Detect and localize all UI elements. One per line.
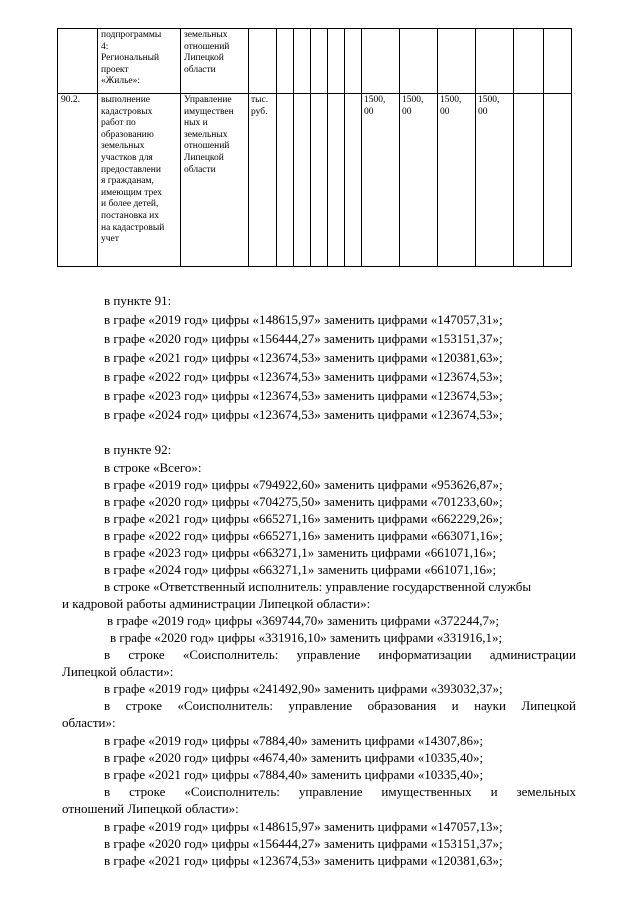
value-cell [362, 29, 400, 94]
value-cell [544, 29, 572, 94]
word: Липецкой [521, 698, 576, 713]
word: строке [128, 647, 165, 662]
cell-line: постановка их [101, 210, 159, 221]
amendment-line: в графе «2022 год» цифры «665271,16» заменить цифрами «663071,16»; [104, 528, 503, 543]
row-heading [104, 698, 576, 714]
value-cell [544, 94, 572, 267]
value-cell [345, 94, 362, 267]
amendment-line: в графе «2019 год» цифры «148615,97» заменить цифрами «147057,31»; [104, 312, 503, 327]
row-number-cell: 90.2. [58, 94, 98, 267]
row-heading-cont: и кадровой работы администрации Липецкой области»: [62, 596, 371, 611]
cell-line: предоставлени [101, 164, 161, 175]
amendment-line: в графе «2023 год» цифры «663271,1» заменить цифрами «661071,16»; [104, 545, 497, 560]
value-cell-2022 [400, 94, 438, 267]
cell-line: 1500, [364, 95, 386, 105]
word: земельных [516, 784, 576, 799]
value-cell [400, 29, 438, 94]
amendment-line: в графе «2020 год» цифры «331916,10» заменить цифрами «331916,1»; [110, 630, 503, 645]
amendment-line: в графе «2019 год» цифры «148615,97» заменить цифрами «147057,13»; [104, 819, 503, 834]
word: образования [367, 698, 437, 713]
amendment-line: в графе «2021 год» цифры «123674,53» заменить цифрами «120381,63»; [104, 350, 503, 365]
value-cell [277, 94, 294, 267]
cell-line: «Жилье»: [101, 76, 141, 87]
word: в [104, 698, 111, 713]
value-cell [328, 29, 345, 94]
measure-name-cell [98, 94, 181, 267]
cell-line: отношений [184, 141, 230, 152]
word: «Соисполнитель: [184, 784, 280, 799]
cell-line: 00 [440, 106, 450, 117]
paragraph-heading: в пункте 92: [104, 442, 172, 457]
value-cell [345, 29, 362, 94]
amendment-line: в графе «2020 год» цифры «156444,27» заменить цифрами «153151,37»; [104, 331, 503, 346]
cell-line: подпрограммы [101, 30, 162, 40]
row-heading-cont: отношений Липецкой области»: [62, 801, 239, 816]
word: строке [129, 784, 166, 799]
row-number-cell [58, 29, 98, 94]
row-heading: в строке «Ответственный исполнитель: управление государственной службы [104, 579, 532, 594]
value-cell [311, 29, 328, 94]
amendment-line: в графе «2019 год» цифры «7884,40» заменить цифрами «14307,86»; [104, 733, 484, 748]
word: управление [288, 698, 353, 713]
cell-line: и более детей, [101, 199, 159, 210]
cell-line: 1500, [402, 95, 424, 105]
row-heading-cont: Липецкой области»: [62, 664, 174, 679]
cell-line: Региональный [101, 53, 160, 64]
word: управление [298, 784, 363, 799]
amendment-line: в графе «2019 год» цифры «369744,70» заменить цифрами «372244,7»; [107, 613, 500, 628]
amendment-line: в графе «2019 год» цифры «794922,60» заменить цифрами «953626,87»; [104, 477, 503, 492]
cell-line: тыс. [251, 95, 269, 105]
cell-line: области [184, 164, 216, 175]
word: и [451, 698, 459, 713]
cell-line: участков для [101, 152, 153, 163]
cell-line: имуществен [184, 106, 234, 117]
executor-cell [181, 94, 249, 267]
table-row [58, 29, 572, 94]
word: «Соисполнитель: [177, 698, 274, 713]
value-cell [328, 94, 345, 267]
cell-line: выполнение [101, 95, 151, 105]
cell-line: земельных [184, 30, 228, 40]
word: в [104, 784, 111, 799]
value-cell [514, 29, 544, 94]
measure-name-cell [98, 29, 181, 94]
value-cell [294, 94, 311, 267]
cell-line: учет [101, 234, 119, 245]
cell-line: 4: [101, 41, 109, 52]
value-cell [294, 29, 311, 94]
amendment-line: в графе «2021 год» цифры «7884,40» заменить цифрами «10335,40»; [104, 767, 484, 782]
cell-line: 00 [478, 106, 488, 117]
value-cell [438, 29, 476, 94]
amendment-line: в графе «2020 год» цифры «704275,50» заменить цифрами «701233,60»; [104, 494, 503, 509]
row-heading [104, 647, 576, 663]
amendment-line: в графе «2020 год» цифры «156444,27» заменить цифрами «153151,37»; [104, 836, 503, 851]
cell-line: на кадастровый [101, 222, 165, 233]
cell-line: 1500, [478, 95, 500, 105]
cell-line: кадастровых [101, 106, 153, 117]
cell-line: проект [101, 64, 129, 75]
cell-line: 1500, [440, 95, 462, 105]
value-cell-2023 [438, 94, 476, 267]
word: имущественных [381, 784, 472, 799]
amendment-line: в графе «2021 год» цифры «665271,16» заменить цифрами «662229,26»; [104, 511, 503, 526]
table-row [58, 94, 572, 267]
amendment-line: в графе «2023 год» цифры «123674,53» заменить цифрами «123674,53»; [104, 388, 503, 403]
executor-cell [181, 29, 249, 94]
cell-line: ных и [184, 118, 208, 129]
program-table [57, 28, 572, 267]
row-heading-cont: области»: [62, 715, 116, 730]
amendment-line: в графе «2024 год» цифры «123674,53» заменить цифрами «123674,53»; [104, 407, 503, 422]
word: и [490, 784, 498, 799]
paragraph-heading: в пункте 91: [104, 293, 172, 308]
cell-line: отношений [184, 41, 230, 52]
word: информатизации [378, 647, 472, 662]
word: «Соисполнитель: [182, 647, 279, 662]
value-cell [514, 94, 544, 267]
word: науки [474, 698, 506, 713]
amendment-line: в графе «2020 год» цифры «4674,40» заменить цифрами «10335,40»; [104, 750, 484, 765]
word: в [104, 647, 111, 662]
cell-line: области [184, 64, 216, 75]
row-heading: в строке «Всего»: [104, 460, 202, 475]
cell-line: Липецкой [184, 53, 224, 64]
value-cell-2021 [362, 94, 400, 267]
amendment-line: в графе «2021 год» цифры «123674,53» заменить цифрами «120381,63»; [104, 853, 503, 868]
cell-line: руб. [251, 106, 268, 117]
value-cell [476, 29, 514, 94]
amendment-line: в графе «2019 год» цифры «241492,90» заменить цифрами «393032,37»; [104, 681, 503, 696]
cell-line: образованию [101, 129, 154, 140]
cell-line: земельных [101, 141, 145, 152]
amendment-line: в графе «2022 год» цифры «123674,53» заменить цифрами «123674,53»; [104, 369, 503, 384]
cell-line: 00 [402, 106, 412, 117]
cell-line: 00 [364, 106, 374, 117]
cell-line: я гражданам, [101, 176, 154, 187]
cell-line: имеющим трех [101, 187, 163, 198]
unit-cell [249, 29, 277, 94]
row-heading [104, 784, 576, 800]
unit-cell [249, 94, 277, 267]
value-cell [311, 94, 328, 267]
word: администрации [489, 647, 576, 662]
cell-line: земельных [184, 129, 228, 140]
amendment-line: в графе «2024 год» цифры «663271,1» заменить цифрами «661071,16»; [104, 562, 497, 577]
value-cell [277, 29, 294, 94]
value-cell-2024 [476, 94, 514, 267]
word: управление [296, 647, 361, 662]
word: строке [125, 698, 162, 713]
cell-line: Управление [184, 95, 232, 105]
cell-line: Липецкой [184, 152, 224, 163]
cell-line: работ по [101, 118, 136, 129]
